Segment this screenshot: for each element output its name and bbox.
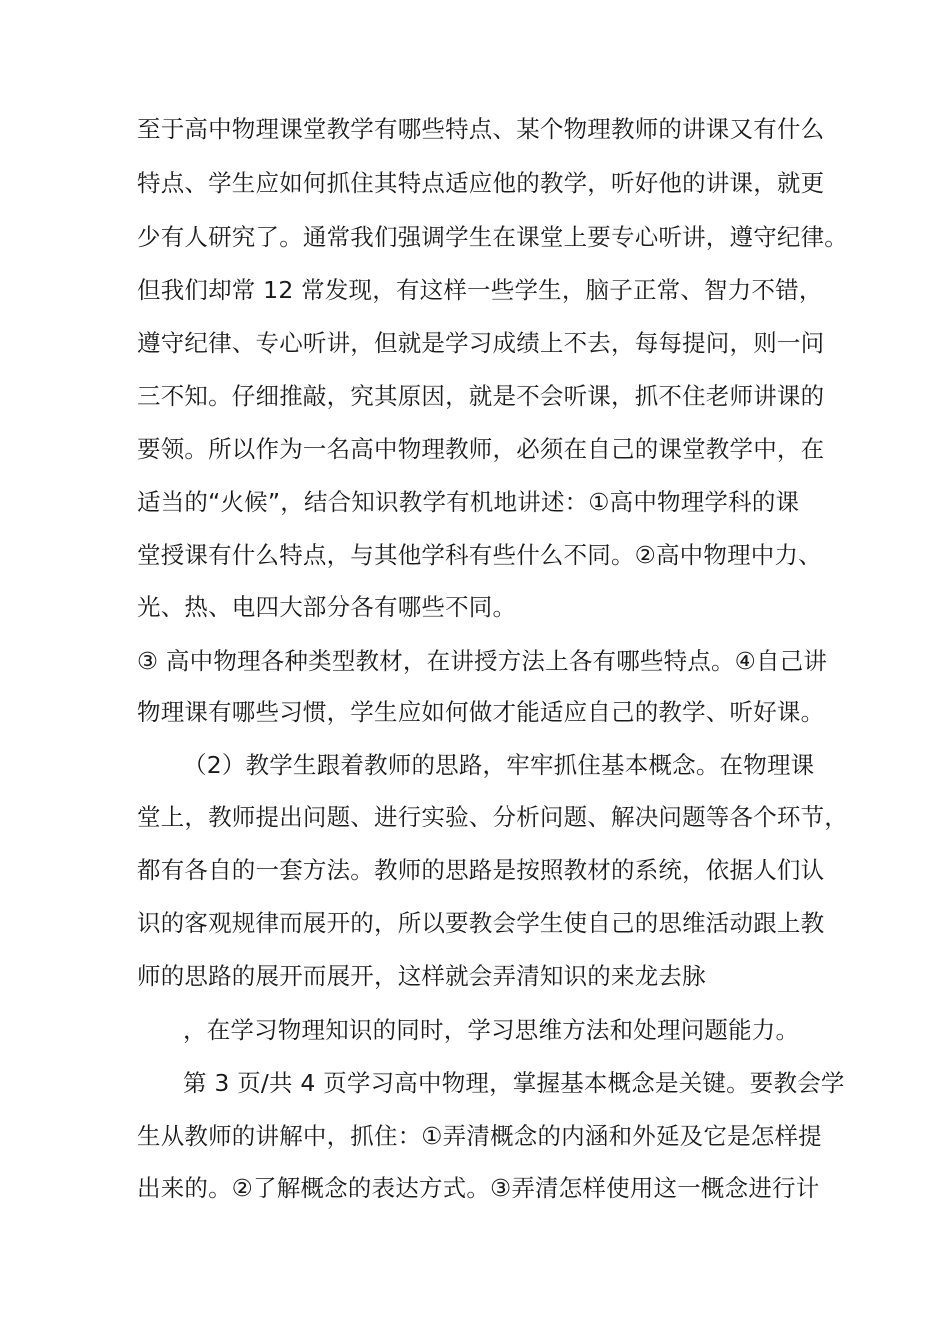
text-line: 遵守纪律、专心听讲，但就是学习成绩上不去，每每提问，则一问 xyxy=(137,329,825,357)
text-line: 适当的“火候”，结合知识教学有机地讲述：①高中物理学科的课 xyxy=(137,488,800,516)
text-line: 要领。所以作为一名高中物理教师，必须在自己的课堂教学中，在 xyxy=(137,435,825,463)
text-line: 第 3 页/共 4 页学习高中物理，掌握基本概念是关键。要教会学 xyxy=(183,1069,845,1097)
text-line: 至于高中物理课堂教学有哪些特点、某个物理教师的讲课又有什么 xyxy=(137,115,825,143)
text-line: 师的思路的展开而展开，这样就会弄清知识的来龙去脉 xyxy=(137,962,706,990)
text-line: 物理课有哪些习惯，学生应如何做才能适应自己的教学、听好课。 xyxy=(137,698,825,726)
text-line: 出来的。②了解概念的表达方式。③弄清怎样使用这一概念进行计 xyxy=(137,1174,820,1202)
text-line: 生从教师的讲解中，抓住：①弄清概念的内涵和外延及它是怎样提 xyxy=(137,1122,822,1150)
text-line: 但我们却常 12 常发现，有这样一些学生，脑子正常、智力不错， xyxy=(137,276,823,304)
text-line: 都有各自的一套方法。教师的思路是按照教材的系统，依据人们认 xyxy=(137,856,825,884)
text-line: 少有人研究了。通常我们强调学生在课堂上要专心听讲，遵守纪律。 xyxy=(137,223,848,251)
text-line: ③ 高中物理各种类型教材，在讲授方法上各有哪些特点。④自己讲 xyxy=(137,647,828,675)
text-line: 堂授课有什么特点，与其他学科有些什么不同。②高中物理中力、 xyxy=(137,541,822,569)
text-line: 光、热、电四大部分各有哪些不同。 xyxy=(137,593,517,621)
text-line: 识的客观规律而展开的，所以要教会学生使自己的思维活动跟上教 xyxy=(137,909,825,937)
text-line: 堂上，教师提出问题、进行实验、分析问题、解决问题等各个环节， xyxy=(137,803,848,831)
text-line: 特点、学生应如何抓住其特点适应他的教学，听好他的讲课，就更 xyxy=(137,169,825,197)
text-line: （2）教学生跟着教师的思路，牢牢抓住基本概念。在物理课 xyxy=(183,751,815,779)
text-line: ，在学习物理知识的同时，学习思维方法和处理问题能力。 xyxy=(183,1016,800,1044)
text-line: 三不知。仔细推敲，究其原因，就是不会听课，抓不住老师讲课的 xyxy=(137,382,825,410)
